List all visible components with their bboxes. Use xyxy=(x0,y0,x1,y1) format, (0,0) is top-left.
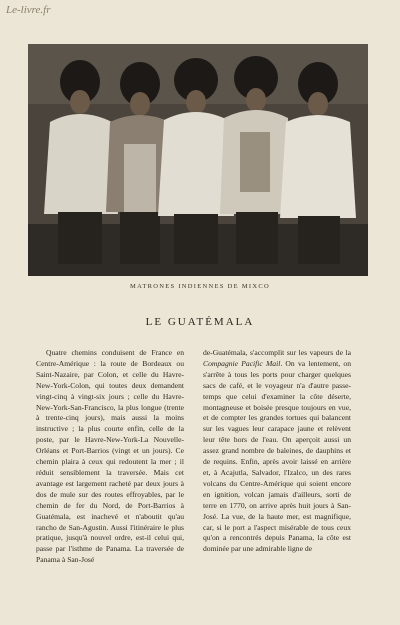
right-column-text xyxy=(203,348,351,555)
watermark-text: Le-livre.fr xyxy=(6,4,51,16)
article-column-right xyxy=(203,348,351,555)
company-name: Compagnie Pacific Mail xyxy=(203,358,281,368)
right-column-text-start: de-Guatémala, s'accomplit sur les vapeurs de la xyxy=(203,348,351,357)
photo-illustration xyxy=(28,44,368,276)
photo-matrones xyxy=(28,44,368,276)
article-title: LE GUATÉMALA xyxy=(145,316,255,328)
article-column-left xyxy=(36,348,184,566)
right-column-text-rest: . On va lentement, on s'arrête à tous les ports pour charger quelques sacs de café, et le voyageur n'a d'autre passe-temps que celui d'examiner la côte déserte, montagneuse et boisée presque toujours en vue, et de compter les grandes tortues qui balancent sur les vagues leur carapace jaune et relèvent leur tête hors de l'eau. On aperçoit aussi un assez grand nombre de baleines, de dauphins et de requins. Enfin, après avoir laissé en arrière et, à Acajutla, Salvador, l'Izalco, un des rares volcans du Centre-Amérique qui soient encore en ignition, volcan jamais d'ailleurs, sorti de terre en 1770, on arrive après huit jours à San-José. La vue, de la haute mer, est magnifique, car, si le port a l'aspect misérable de tous ceux qu'on a rencontrés depuis Panama, la côte est dominée par une admirable ligne de xyxy=(203,358,351,554)
left-column-text: Quatre chemins conduisent de France en Centre-Amérique : la route de Bordeaux ou Saint-Nazaire, par Colon, et celle du Havre-New-York-Colon, qui toutes deux demandent vingt-cinq à vingt-six jours ; celle du Havre-New-York-San-Francisco, la plus longue (trente à trente-cinq jours), mais aussi la moins instructive ; la plus courte enfin, celle de la poste, par le Havre-New-York-La Nouvelle-Orléans et Port-Barrios (vingt et un jours). Ce chemin plaira à ceux qui redoutent la mer ; il réduit sensiblement la traversée. Mais cet avantage est largement racheté par deux jours à dos de mule sur des routes effroyables, par le chemin de fer du Nord, de Port-Barrios à Guatémala, est inachevé et n'aboutit qu'au rancho de San-Agustin. Aussi l'itinéraire le plus pratique, jusqu'à nouvel ordre, est-il celui qui, passe par l'isthme de Panama. La traversée de Panama à San-José xyxy=(36,348,184,565)
photo-caption: MATRONES INDIENNES DE MIXCO xyxy=(129,283,270,290)
